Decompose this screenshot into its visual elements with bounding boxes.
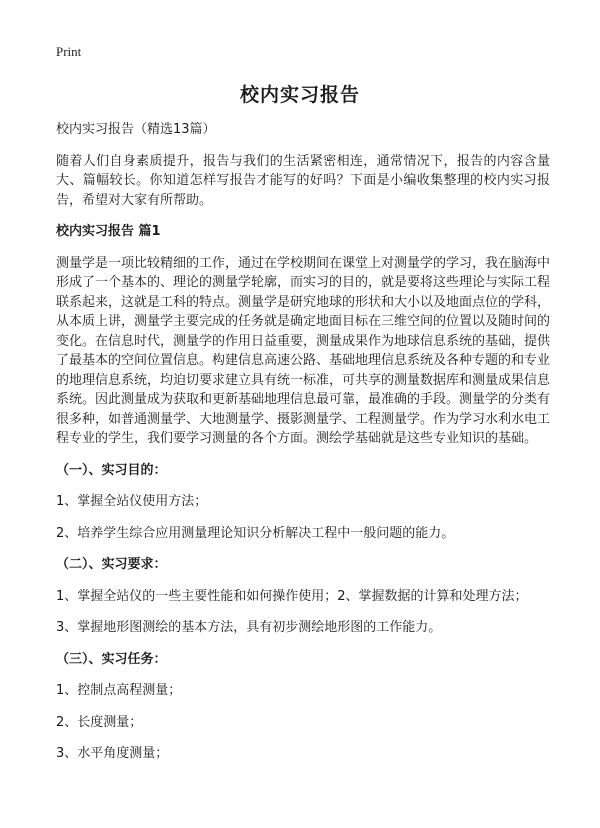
- purpose-heading: （一）、实习目的：: [56, 462, 167, 478]
- tasks-item: 1、控制点高程测量；: [56, 683, 182, 698]
- document-title: 校内实习报告: [239, 84, 360, 106]
- requirements-item: 3、掌握地形图测绘的基本方法，具有初步测绘地形图的工作能力。: [56, 620, 442, 635]
- requirements-heading: （二）、实习要求：: [56, 557, 167, 572]
- document-subtitle: 校内实习报告（精选13篇）: [56, 122, 216, 137]
- section-heading: 校内实习报告 篇1: [56, 224, 161, 239]
- document-body: [56, 120, 550, 776]
- tasks-item: 3、水平角度测量；: [56, 746, 169, 761]
- tasks-heading: （三）、实习任务：: [56, 651, 167, 667]
- requirements-item: 1、掌握全站仪的一些主要性能和如何操作使用；2、掌握数据的计算和处理方法；: [56, 588, 528, 604]
- print-link[interactable]: Print: [56, 44, 82, 59]
- purpose-item: 2、培养学生综合应用测量理论知识分析解决工程中一般问题的能力。: [56, 525, 455, 541]
- purpose-item: 1、掌握全站仪使用方法；: [56, 494, 208, 509]
- tasks-item: 2、长度测量；: [56, 714, 143, 730]
- section-body-paragraph: 测量学是一项比较精细的工作，通过在学校期间在课堂上对测量学的学习，我在脑海中形成了一个基本的、理论的测量学轮廓，而实习的目的，就是要将这些理论与实际工程联系起来，这就是工科的特点。测量学是研究地球的形状和大小以及地面点位的学科，从本质上讲，测量学主要完成的任务就是确定地面目标在三维空间的位置以及随时间的变化。在信息时代，测量学的作用日益重要，测量成果作为地球信息系统的基础，提供了最基本的空间位置信息。构建信息高速公路、基础地理信息系统及各种专题的和专业的地理信息系统，均迫切要求建立具有统一标准，可共享的测量数据库和测量成果信息系统。因此测量成为获取和更新基础地理信息最可靠，最准确的手段。测量学的分类有很多种，如普通测量学、大地测量学、摄影测量学、工程测量学。作为学习水利水电工程专业的学生，我们要学习测量的各个方面。测绘学基础就是这些专业知识的基础。: [56, 255, 551, 446]
- intro-paragraph: 随着人们自身素质提升，报告与我们的生活紧密相连，通常情况下，报告的内容含量大、篇幅较长。你知道怎样写报告才能写的好吗？下面是小编收集整理的校内实习报告，希望对大家有所帮助。: [56, 153, 550, 208]
